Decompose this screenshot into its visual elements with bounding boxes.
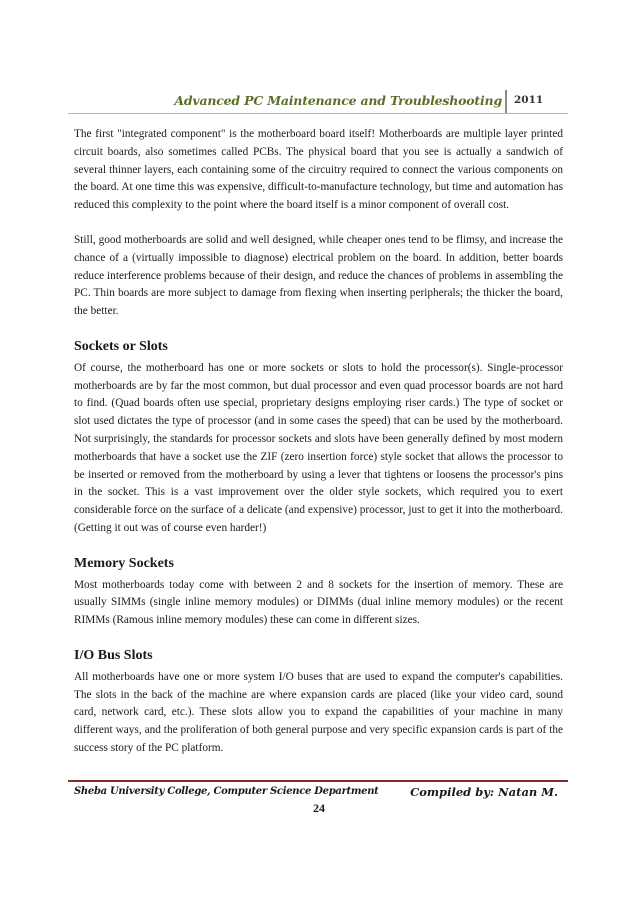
heading-sockets-or-slots: Sockets or Slots xyxy=(74,338,168,354)
footer-compiled-by: Compiled by: Natan M. xyxy=(410,785,558,799)
document-title: Advanced PC Maintenance and Troubleshooting xyxy=(174,93,502,108)
header-rule xyxy=(68,113,568,114)
page-header xyxy=(0,93,638,115)
paragraph-sockets-or-slots: Of course, the motherboard has one or more sockets or slots to hold the processor(s). Single-processor motherboards are by far the most common, but dual processor and even quad processor boards are not hard to find. (Quad boards often use special, proprietary designs employing riser cards.) The type of socket or slot used dictates the type of processor (and in some cases the speed) that can be used by the motherboard. Not surprisingly, the standards for processor sockets and slots have been generally defined by most modern motherboards that have a socket use the ZIF (zero insertion force) style socket that allows the processor to be inserted or removed from the motherboard by using a lever that tightens or loosens the processor's pins in the socket. This is a vast improvement over the older style sockets, which required you to exert considerable force on the surface of a delicate (and expensive) processor, just to get it into the motherboard.(Getting it out was of course even harder!) xyxy=(74,361,563,534)
document-year: 2011 xyxy=(514,94,544,106)
heading-memory-sockets: Memory Sockets xyxy=(74,555,174,571)
paragraph-motherboard-intro: The first "integrated component" is the motherboard board itself! Motherboards are multiple layer printed circuit boards, also sometimes called PCBs. The physical board that you see is actually a sandwich of several thinner layers, each containing some of the circuitry required to connect the various components on the board. At one time this was expensive, difficult-to-manufacture technology, but time and automation has reduced this complexity to the point where the board itself is a minor component of overall cost. xyxy=(74,128,563,212)
header-divider xyxy=(505,90,507,114)
footer-institution: Sheba University College, Computer Science Department xyxy=(74,786,379,797)
paragraph-motherboard-quality: Still, good motherboards are solid and well designed, while cheaper ones tend to be flimsy, and increase the chance of a (virtually impossible to diagnose) electrical problem on the board. In addition, better boards reduce interference problems because of their design, and reduce the chances of problems in assembling the PC. Thin boards are more subject to damage from flexing when inserting peripherals; the thicker the board, the better. xyxy=(74,233,563,318)
page-number: 24 xyxy=(313,801,325,815)
heading-io-bus-slots: I/O Bus Slots xyxy=(74,647,153,663)
footer-rule xyxy=(68,780,568,782)
page-content xyxy=(74,126,563,775)
paragraph-io-bus-slots: All motherboards have one or more system I/O buses that are used to expand the computer's capabilities. The slots in the back of the machine are where expansion cards are placed (like your video card, sound card, network card, etc.). These slots allow you to expand the capabilities of your machine in many different ways, and the proliferation of both general purpose and very specific expansion cards is part of the success story of the PC platform. xyxy=(74,670,563,754)
paragraph-memory-sockets: Most motherboards today come with between 2 and 8 sockets for the insertion of memory. These are usually SIMMs (single inline memory modules) or DIMMs (dual inline memory modules) or the recent RIMMs (Ramous inline memory modules) these can come in different sizes. xyxy=(74,578,563,627)
